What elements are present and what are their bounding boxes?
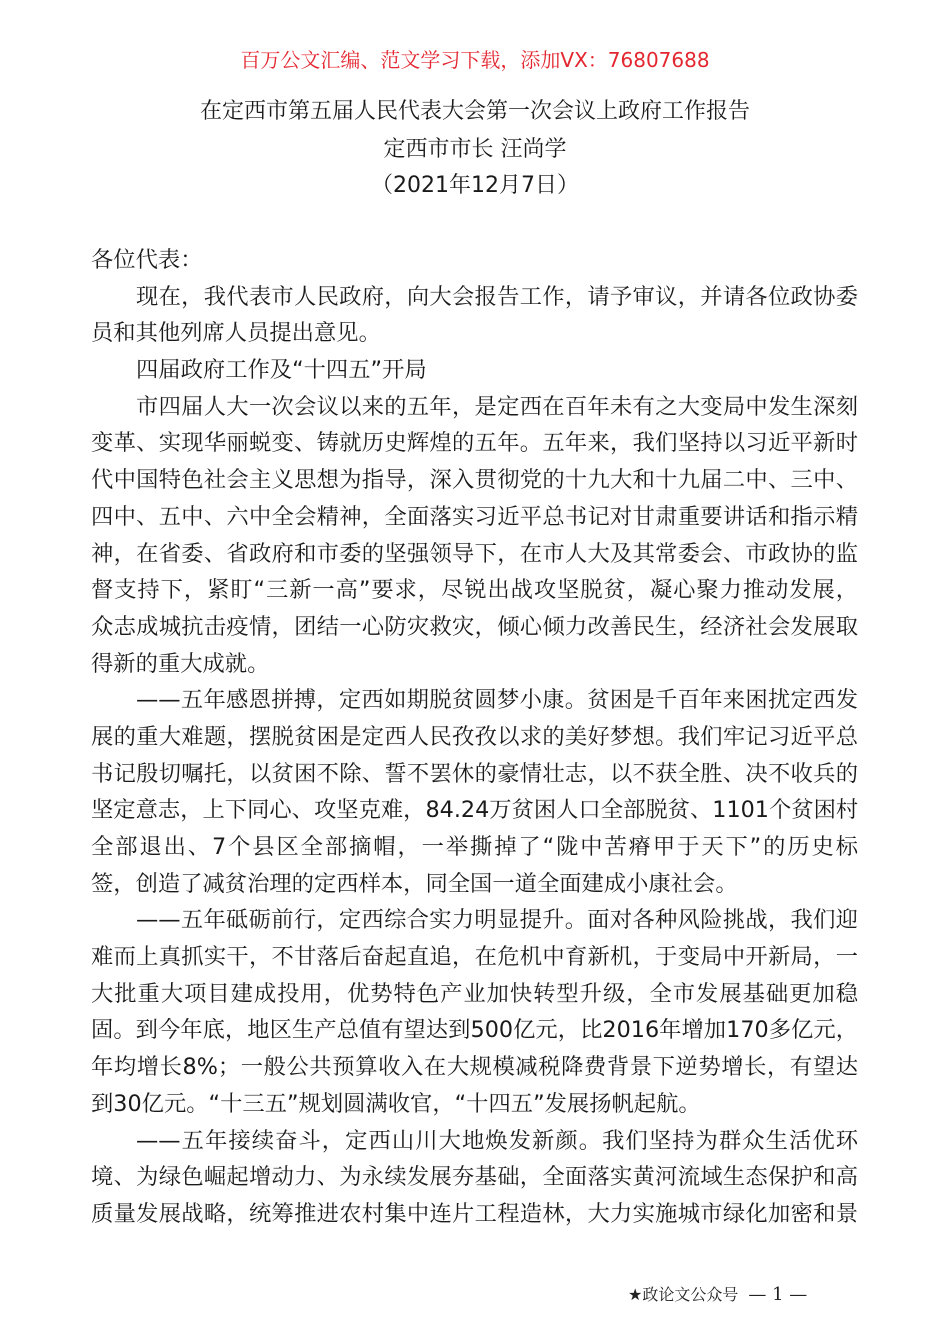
paragraph-line: 到30亿元。“十三五”规划圆满收官，“十四五”发展扬帆起航。 xyxy=(91,1090,701,1117)
paragraph-line: ——五年接续奋斗，定西山川大地焕发新颜。我们坚持为群众生活优环 xyxy=(136,1127,858,1154)
paragraph-line: 年均增长8%；一般公共预算收入在大规模减税降费背景下逆势增长，有望达 xyxy=(91,1054,858,1081)
paragraph-line: 大批重大项目建成投用，优势特色产业加快转型升级，全市发展基础更加稳 xyxy=(91,980,858,1007)
paragraph xyxy=(91,391,858,685)
paragraph-line: 各位代表： xyxy=(91,247,203,273)
paragraph-line: 固。到今年底，地区生产总值有望达到500亿元，比2016年增加170多亿元， xyxy=(91,1017,858,1044)
paragraph-line: 督支持下，紧盯“三新一高”要求，尽锐出战攻坚脱贫，凝心聚力推动发展， xyxy=(91,577,858,604)
paragraph-line: 变革、实现华丽蜕变、铸就历史辉煌的五年。五年来，我们坚持以习近平新时 xyxy=(91,430,858,457)
paragraph-line: 现在，我代表市人民政府，向大会报告工作，请予审议，并请各位政协委 xyxy=(136,283,858,310)
paragraph-line: 难而上真抓实干，不甘落后奋起直追，在危机中育新机，于变局中开新局，一 xyxy=(91,944,858,971)
paragraph-line: 市四届人大一次会议以来的五年，是定西在百年未有之大变局中发生深刻 xyxy=(136,393,858,420)
page-number: — 1 — xyxy=(748,1284,808,1305)
paragraph-line: 代中国特色社会主义思想为指导，深入贯彻党的十九大和十九届二中、三中、 xyxy=(91,467,858,494)
paragraph-line: 签，创造了减贫治理的定西样本，同全国一道全面建成小康社会。 xyxy=(91,870,738,897)
paragraph xyxy=(91,904,858,1124)
paragraph xyxy=(91,281,858,354)
document-date: （2021年12月7日） xyxy=(371,173,579,198)
paragraph xyxy=(91,684,858,904)
paragraph xyxy=(91,1125,858,1235)
paragraph-line: 展的重大难题，摆脱贫困是定西人民孜孜以求的美好梦想。我们牢记习近平总 xyxy=(91,723,858,750)
paragraph-line: 坚定意志，上下同心、攻坚克难，84.24万贫困人口全部脱贫、1101个贫困村 xyxy=(91,797,859,824)
footer-source: ★政论文公众号 xyxy=(628,1285,739,1304)
paragraph-line: ——五年砥砺前行，定西综合实力明显提升。面对各种风险挑战，我们迎 xyxy=(136,907,858,934)
paragraph-line: 神，在省委、省政府和市委的坚强领导下，在市人大及其常委会、市政协的监 xyxy=(91,540,858,567)
paragraph-line: 四中、五中、六中全会精神，全面落实习近平总书记对甘肃重要讲话和指示精 xyxy=(91,503,858,530)
document-author: 定西市市长 汪尚学 xyxy=(383,137,567,162)
paragraph-line: 全部退出、7个县区全部摘帽，一举撕掉了“陇中苦瘠甲于天下”的历史标 xyxy=(91,834,858,860)
paragraph xyxy=(91,354,858,391)
paragraph-line: 境、为绿色崛起增动力、为永续发展夯基础，全面落实黄河流域生态保护和高 xyxy=(91,1164,858,1191)
paragraph-line: 书记殷切嘱托，以贫困不除、誓不罢休的豪情壮志，以不获全胜、决不收兵的 xyxy=(91,760,858,787)
paragraph-line: 员和其他列席人员提出意见。 xyxy=(91,320,381,347)
paragraph-line: 四届政府工作及“十四五”开局 xyxy=(136,357,427,384)
paragraph-line: 众志成城抗击疫情，团结一心防灾救灾，倾心倾力改善民生，经济社会发展取 xyxy=(91,613,858,640)
paragraph xyxy=(91,244,858,281)
paragraph-line: 质量发展战略，统筹推进农村集中连片工程造林，大力实施城市绿化加密和景 xyxy=(91,1200,858,1227)
watermark-banner: 百万公文汇编、范文学习下载，添加VX：76807688 xyxy=(240,48,710,72)
document-title: 在定西市第五届人民代表大会第一次会议上政府工作报告 xyxy=(199,99,750,124)
paragraph-line: ——五年感恩拼搏，定西如期脱贫圆梦小康。贫困是千百年来困扰定西发 xyxy=(136,687,858,714)
paragraph-line: 得新的重大成就。 xyxy=(91,650,270,677)
page-footer xyxy=(628,1283,807,1307)
document-body xyxy=(91,244,858,1235)
